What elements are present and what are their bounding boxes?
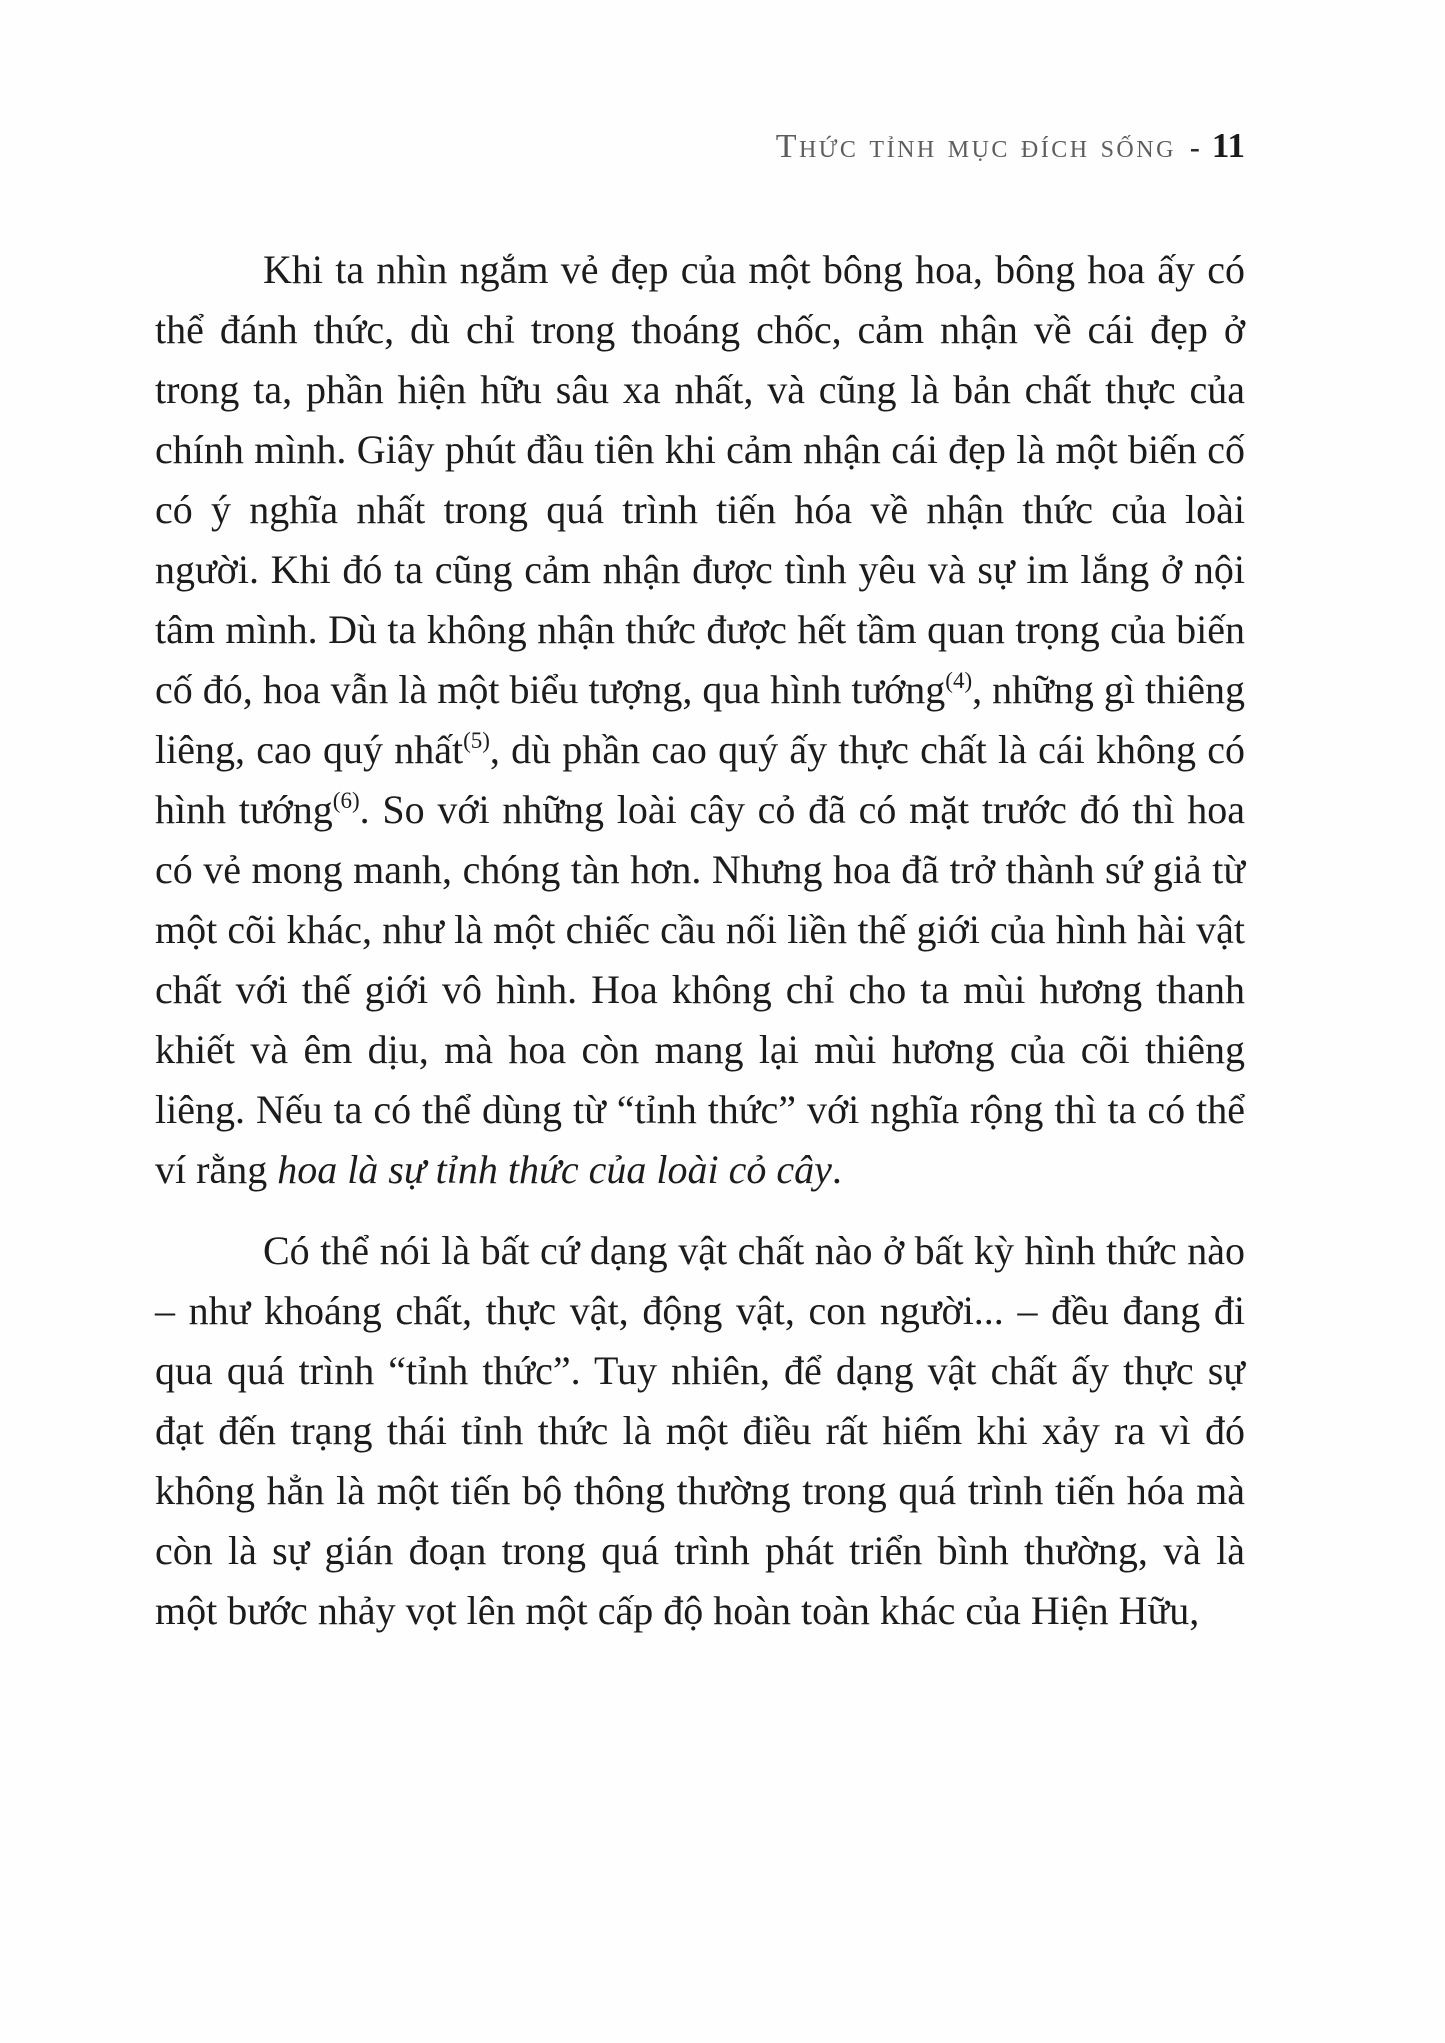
paragraph-1-italic-phrase: hoa là sự tỉnh thức của loài cỏ cây — [277, 1147, 832, 1192]
paragraph-1-text-d: . So với những loài cây cỏ đã có mặt trước đó thì hoa có vẻ mong manh, chóng tàn hơn. Nhưng hoa đã trở thành sứ giả từ một cõi khác, như là một chiếc cầu nối liền thế giới của hình hài vật chất với thế giới vô hình. Hoa không chỉ cho ta mùi hương thanh khiết và êm dịu, mà hoa còn mang lại mùi hương của cõi thiêng liêng. Nếu ta có thể dùng từ “tỉnh thức” với nghĩa rộng thì ta có thể ví rằng — [155, 787, 1246, 1192]
paragraph-1-text-c: , dù phần cao quý ấy thực chất là cái không có hình tướng — [155, 727, 1245, 832]
running-header-separator: - — [1189, 131, 1200, 164]
paragraph-2 — [155, 1221, 1245, 1641]
paragraph-1 — [155, 240, 1245, 1200]
page-number: 11 — [1211, 126, 1245, 165]
footnote-ref-6: (6) — [332, 788, 360, 813]
paragraph-1-text-e: . — [831, 1147, 842, 1192]
running-header-title: Thức tỉnh mục đích sống — [775, 128, 1176, 165]
footnote-ref-4: (4) — [945, 668, 973, 693]
paragraph-1-text-a: Khi ta nhìn ngắm vẻ đẹp của một bông hoa, bông hoa ấy có thể đánh thức, dù chỉ trong thoáng chốc, cảm nhận về cái đẹp ở trong ta, phần hiện hữu sâu xa nhất, và cũng là bản chất thực của chính mình. Giây phút đầu tiên khi cảm nhận cái đẹp là một biến cố có ý nghĩa nhất trong quá trình tiến hóa về nhận thức của loài người. Khi đó ta cũng cảm nhận được tình yêu và sự im lắng ở nội tâm mình. Dù ta không nhận thức được hết tầm quan trọng của biến cố đó, hoa vẫn là một biểu tượng, qua hình tướng — [155, 247, 1245, 712]
paragraph-1-text-b: , những gì thiêng liêng, cao quý nhất — [155, 667, 1245, 772]
running-header — [155, 126, 1245, 166]
paragraph-2-text: Có thể nói là bất cứ dạng vật chất nào ở bất kỳ hình thức nào – như khoáng chất, thực vật, động vật, con người... – đều đang đi qua quá trình “tỉnh thức”. Tuy nhiên, để dạng vật chất ấy thực sự đạt đến trạng thái tỉnh thức là một điều rất hiếm khi xảy ra vì đó không hẳn là một tiến bộ thông thường trong quá trình tiến hóa mà còn là sự gián đoạn trong quá trình phát triển bình thường, và là một bước nhảy vọt lên một cấp độ hoàn toàn khác của Hiện Hữu, — [155, 1228, 1245, 1633]
footnote-ref-5: (5) — [463, 728, 490, 753]
page-body-text — [155, 240, 1245, 1641]
